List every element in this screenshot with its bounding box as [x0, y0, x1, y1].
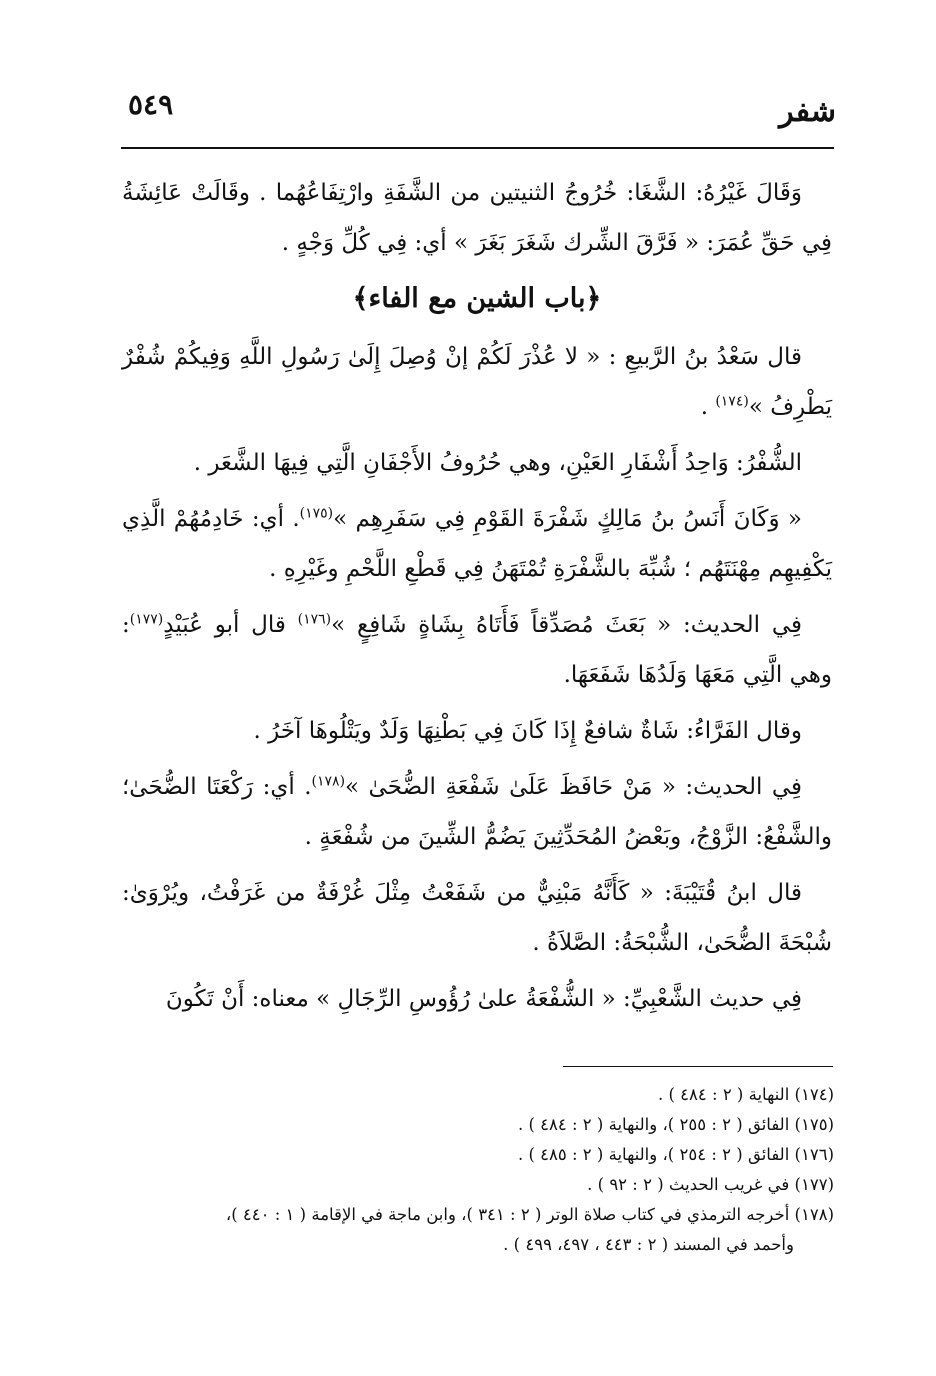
paragraph-7 [122, 762, 832, 862]
page-header [120, 78, 836, 134]
footnote-175: (١٧٥) الفائق ( ٢ : ٢٥٥ )، والنهاية ( ٢ : ٤٨٤ ) . [517, 1115, 834, 1134]
footnote-ref-174: (١٧٤) [715, 393, 749, 410]
paragraph-8: قال ابنُ قُتَيْبَةَ: « كَأَنَّهُ مَبْنِيٌّ من شَفَعْتُ مِثْلَ غُرْفَةٌ من غَرَفْتُ، ويُرْوَىٰ: شُبْحَةَ الضُّحَىٰ، الشُّبْحَةُ: الصَّلاَةُ . [122, 880, 832, 956]
main-text [122, 168, 832, 1030]
footnote-ref-175: (١٧٥) [299, 505, 334, 522]
paragraph-3: الشُّفْرُ: وَاحِدُ أَشْفَارِ العَيْنِ، وهي حُرُوفُ الأَجْفَانِ الَّتِي فِيهَا الشَّعَر . [193, 450, 802, 476]
paragraph-2-end: . [700, 394, 716, 420]
paragraph-5-text-c: : وهي الَّتِي مَعَهَا وَلَدُهَا شَفَعَهَا. [122, 612, 832, 688]
paragraph-5 [122, 600, 832, 700]
page-number: ٥٤٩ [128, 88, 174, 121]
paragraph-7-text-b: . أي: رَكْعَتَا الضُّحَىٰ؛ والشَّفْعُ: الزَّوْجُ، وبَعْضُ المُحَدِّثِينَ يَضُمُّ الشِّينَ من شُفْعَةٍ . [122, 774, 832, 850]
footnote-177: (١٧٧) في غريب الحديث ( ٢ : ٩٢ ) . [587, 1175, 834, 1194]
footnote-178-continued: وأحمد في المسند ( ٢ : ٤٤٣ ، ٤٩٧، ٤٩٩ ) . [503, 1235, 794, 1254]
paragraph-4-text-a: « وَكَانَ أَنَسُ بنُ مَالِكٍ شَفْرَةَ القَوْمِ فِي سَفَرِهِم » [333, 506, 803, 532]
header-rule [121, 147, 834, 149]
paragraph-1: وَقَالَ غَيْرُهُ: الشَّغَا: خُرُوجُ الثنيتين من الشَّفَةِ وارْتِفَاعُهُما . وقَالَتْ عَائِشَةُ فِي حَقِّ عُمَرَ: « فَرَّقَ الشِّرك شَغَرَ بَغَرَ » أي: فِي كُلِّ وَجْهٍ . [122, 180, 832, 256]
paragraph-9: فِي حديث الشَّعْبِيِّ: « الشُّفْعَةُ علىٰ رُؤُوسِ الرِّجَالِ » معناه: أَنْ تَكُونَ [165, 986, 802, 1012]
paragraph-4-text-b: . أي: خَادِمُهُمْ الَّذِي يَكْفِيهِم مِهْنَتَهُم ؛ شُبِّهَ بالشَّفْرَةِ تُمْتَهَنُ فِي قَطْعِ اللَّحْمِ وغَيْرِهِ . [122, 506, 832, 582]
footnote-ref-176: (١٧٦) [297, 611, 332, 628]
footnote-178: (١٧٨) أخرجه الترمذي في كتاب صلاة الوتر ( ٢ : ٣٤١ )، وابن ماجة في الإقامة ( ١ : ٤٤٠ )، [225, 1205, 834, 1224]
footnote-174: (١٧٤) النهاية ( ٢ : ٤٨٤ ) . [657, 1085, 834, 1104]
section-title: ﴿باب الشين مع الفاء﴾ [352, 283, 602, 314]
paragraph-4 [122, 494, 832, 594]
footnote-ref-178: (١٧٨) [311, 773, 346, 790]
footnote-ref-177: (١٧٧) [129, 611, 164, 628]
paragraph-5-text-a: فِي الحديث: « بَعَثَ مُصَدِّقاً فَأَتَاهُ بِشَاةٍ شَافِعٍ » [331, 612, 802, 638]
paragraph-2 [122, 332, 832, 432]
paragraph-7-text-a: فِي الحديث: « مَنْ حَافَظَ عَلَىٰ شَفْعَةِ الضُّحَىٰ » [345, 774, 802, 800]
footnotes [122, 1080, 834, 1260]
paragraph-6: وقال الفَرَّاءُ: شَاةٌ شافعٌ إِذَا كَانَ فِي بَطْنِهَا وَلَدٌ ويَتْلُوهَا آخَرُ . [253, 718, 802, 744]
running-head-word: شفر [779, 94, 836, 129]
paragraph-2-text: قال سَعْدُ بنُ الرَّبيعِ : « لا عُذْرَ لَكُمْ إنْ وُصِلَ إِلَىٰ رَسُولِ اللَّهِ وَفِيكُمْ شُفْرٌ يَطْرِفُ » [122, 344, 832, 420]
footnote-rule [563, 1066, 833, 1067]
footnote-176: (١٧٦) الفائق ( ٢ : ٢٥٤ )، والنهاية ( ٢ : ٤٨٥ ) . [517, 1145, 834, 1164]
paragraph-5-text-b: قال أبو عُبَيْدٍ [163, 612, 298, 638]
